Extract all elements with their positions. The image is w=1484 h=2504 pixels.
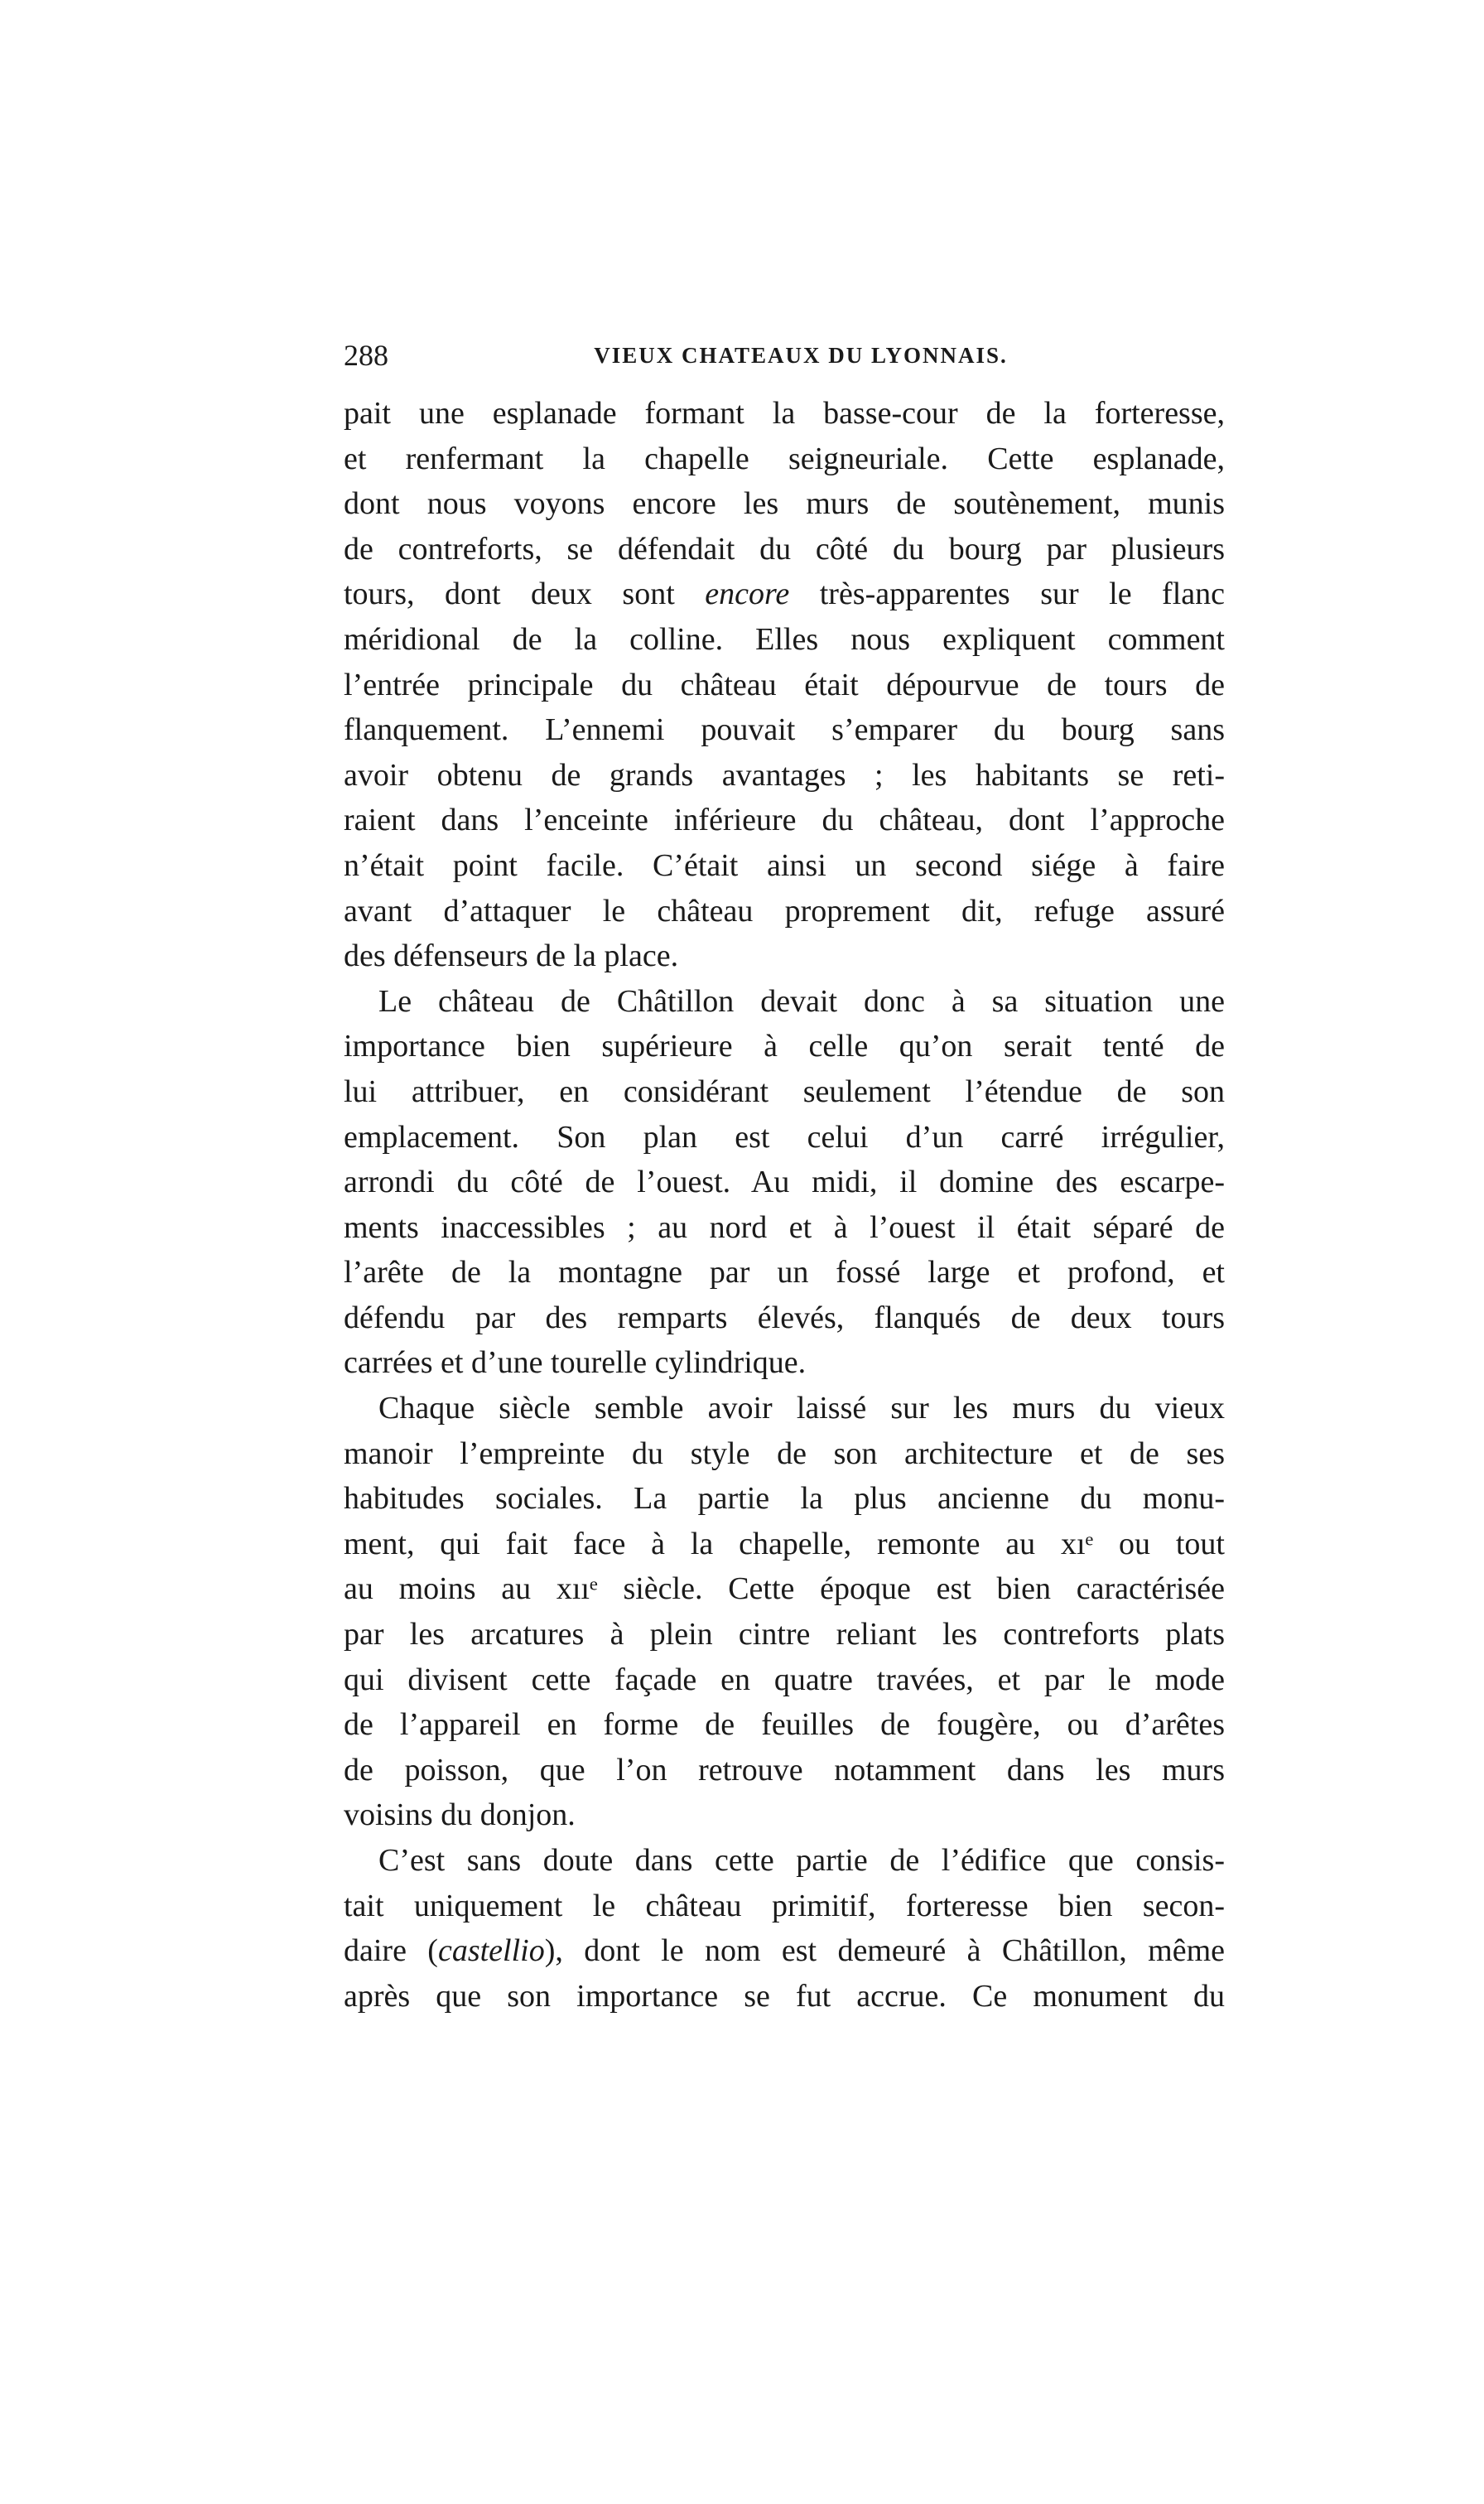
text-segment: et renfermant la chapelle seigneuriale. Cette esplanade, <box>344 441 1225 476</box>
text-line <box>344 1522 1225 1567</box>
text-line <box>344 391 1225 437</box>
italic-text: encore <box>705 577 790 612</box>
text-segment: avoir obtenu de grands avantages ; les habitants se reti- <box>344 757 1225 793</box>
text-segment: des défenseurs de la place. <box>344 938 679 974</box>
page-number: 288 <box>344 339 388 372</box>
text-line <box>344 1386 1225 1431</box>
text-line <box>344 1340 1225 1386</box>
text-line <box>344 1115 1225 1160</box>
text-segment: n’était point facile. C’était ainsi un second siége à faire <box>344 847 1225 883</box>
text-line <box>344 1566 1225 1612</box>
text-segment: arrondi du côté de l’ouest. Au midi, il domine des escarpe- <box>344 1165 1225 1200</box>
text-line <box>344 1250 1225 1295</box>
text-line <box>344 572 1225 617</box>
text-line <box>344 1431 1225 1477</box>
text-segment: de contreforts, se défendait du côté du bourg par plusieurs <box>344 531 1225 567</box>
text-line <box>344 1476 1225 1522</box>
text-segment: ments inaccessibles ; au nord et à l’ouest il était séparé de <box>344 1209 1225 1245</box>
text-line <box>344 1974 1225 2019</box>
text-segment: au moins au xııᵉ siècle. Cette époque est bien caractérisée <box>344 1571 1225 1607</box>
text-segment: l’entrée principale du château était dépourvue de tours de <box>344 667 1225 702</box>
running-title: VIEUX CHATEAUX DU LYONNAIS. <box>594 343 1008 368</box>
text-segment: voisins du donjon. <box>344 1797 576 1833</box>
text-segment: Chaque siècle semble avoir laissé sur les murs du vieux <box>378 1391 1225 1426</box>
text-line <box>344 934 1225 979</box>
italic-text: castellio <box>437 1933 545 1969</box>
text-segment: de l’appareil en forme de feuilles de fougère, ou d’arêtes <box>344 1707 1225 1743</box>
text-line <box>344 1748 1225 1793</box>
text-line <box>344 1884 1225 1929</box>
text-line <box>344 527 1225 572</box>
text-line <box>344 1657 1225 1703</box>
text-segment: Le château de Châtillon devait donc à sa situation une <box>378 983 1225 1019</box>
text-segment: de poisson, que l’on retrouve notamment dans les murs <box>344 1752 1225 1788</box>
text-segment: daire ( <box>344 1933 438 1969</box>
text-line <box>344 1702 1225 1748</box>
text-segment: importance bien supérieure à celle qu’on serait tenté de <box>344 1029 1225 1064</box>
text-line <box>344 1928 1225 1974</box>
text-segment: C’est sans doute dans cette partie de l’édifice que consis- <box>378 1843 1225 1878</box>
text-segment: tours, dont deux sont <box>344 577 706 612</box>
text-line <box>344 1160 1225 1205</box>
text-line <box>344 663 1225 708</box>
text-segment: lui attribuer, en considérant seulement l’étendue de son <box>344 1073 1225 1109</box>
text-line <box>344 437 1225 482</box>
text-line <box>344 1069 1225 1115</box>
text-line <box>344 843 1225 889</box>
text-line <box>344 753 1225 798</box>
text-segment: qui divisent cette façade en quatre travées, et par le mode <box>344 1662 1225 1697</box>
text-line <box>344 1838 1225 1884</box>
text-segment: l’arête de la montagne par un fossé large et profond, et <box>344 1255 1225 1291</box>
text-line <box>344 481 1225 527</box>
body-text <box>344 391 1225 2019</box>
text-segment: raient dans l’enceinte inférieure du château, dont l’approche <box>344 803 1225 838</box>
text-segment: défendu par des remparts élevés, flanqués de deux tours <box>344 1300 1225 1335</box>
text-segment: habitudes sociales. La partie la plus ancienne du monu- <box>344 1481 1225 1517</box>
text-segment: ment, qui fait face à la chapelle, remonte au xıᵉ ou tout <box>344 1526 1225 1561</box>
text-line <box>344 1205 1225 1251</box>
text-line <box>344 1295 1225 1341</box>
text-segment: pait une esplanade formant la basse-cour de la forteresse, <box>344 396 1225 431</box>
text-segment: carrées et d’une tourelle cylindrique. <box>344 1345 807 1381</box>
text-line <box>344 889 1225 934</box>
text-segment: méridional de la colline. Elles nous expliquent comment <box>344 621 1225 657</box>
text-segment: dont nous voyons encore les murs de soutènement, munis <box>344 486 1225 522</box>
text-segment: tait uniquement le château primitif, forteresse bien secon- <box>344 1888 1225 1923</box>
text-line <box>344 1792 1225 1838</box>
text-segment: ), dont le nom est demeuré à Châtillon, même <box>544 1933 1225 1969</box>
text-line <box>344 1612 1225 1657</box>
text-segment: avant d’attaquer le château proprement dit, refuge assuré <box>344 893 1225 929</box>
text-line <box>344 707 1225 753</box>
text-line <box>344 1024 1225 1069</box>
text-segment: par les arcatures à plein cintre reliant les contreforts plats <box>344 1617 1225 1652</box>
text-line <box>344 617 1225 663</box>
text-segment: flanquement. L’ennemi pouvait s’emparer du bourg sans <box>344 712 1225 748</box>
text-line <box>344 979 1225 1025</box>
running-header <box>344 335 1225 376</box>
text-segment: emplacement. Son plan est celui d’un carré irrégulier, <box>344 1119 1225 1155</box>
text-line <box>344 798 1225 843</box>
text-segment: très-apparentes sur le flanc <box>789 577 1225 612</box>
text-segment: après que son importance se fut accrue. Ce monument du <box>344 1978 1225 2014</box>
text-segment: manoir l’empreinte du style de son architecture et de ses <box>344 1435 1225 1471</box>
